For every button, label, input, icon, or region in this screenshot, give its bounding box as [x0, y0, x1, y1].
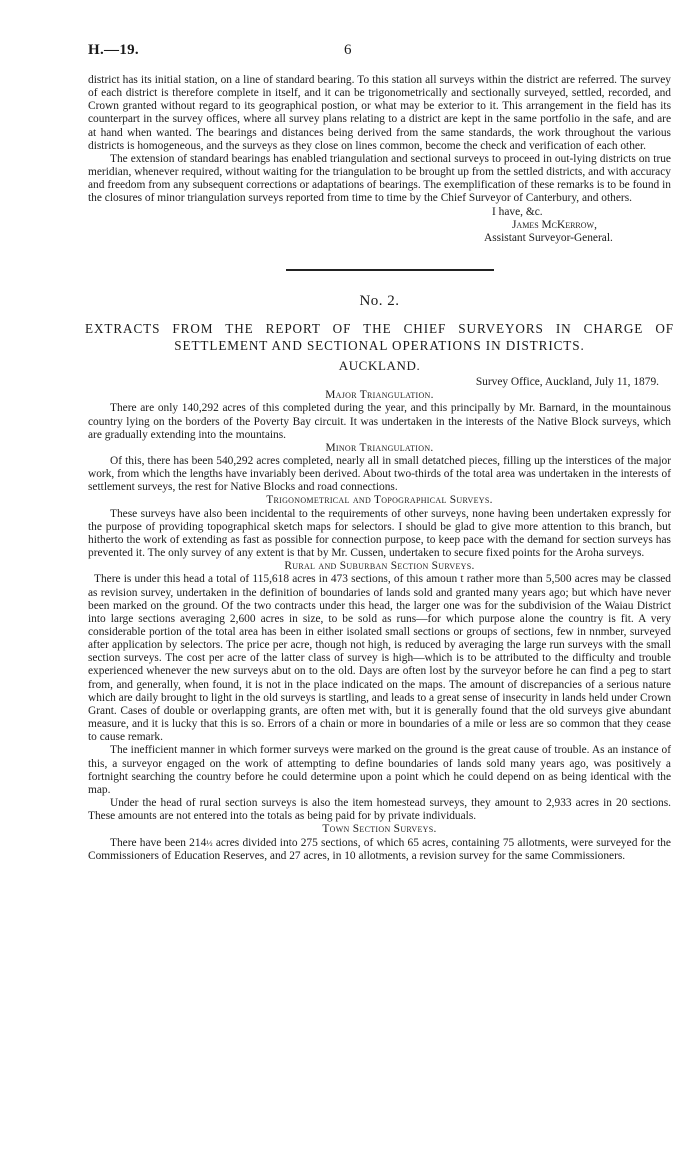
rural-suburban-paragraph-3: Under the head of rural section surveys is also the item homestead surveys, they amount to 2,933 acres in 20 sections. These amounts are not entered into the totals as being paid for by private individuals.	[88, 797, 671, 823]
intro-paragraph-2: The extension of standard bearings has enabled triangulation and sectional surveys to proceed in out-lying districts on true meridian, whenever required, without waiting for the triangulation to be brought up from the settled districts, and with accuracy and freedom from any subsequent corrections or adaptations of bearings. The exemplification of these remarks is to be found in the closures of minor triangulation surveys reported from time to time by the Chief Surveyor of Canterbury, and others.	[88, 152, 671, 205]
document-title-line-1: EXTRACTS FROM THE REPORT OF THE CHIEF SURVEYORS IN CHARGE OF	[85, 321, 674, 337]
heading-town-section-surveys: Town Section Surveys.	[322, 823, 437, 836]
document-title-line-2: SETTLEMENT AND SECTIONAL OPERATIONS IN DISTRICTS.	[174, 338, 585, 354]
minor-triangulation-paragraph: Of this, there has been 540,292 acres completed, nearly all in small detatched pieces, filling up the interstices of the major work, from which the lengths have invariably been derived. About two-thirds of the total area was undertaken in the interests of settlement surveys, the rest for Native Blocks and road connections.	[88, 454, 671, 494]
town-section-paragraph	[88, 837, 671, 863]
heading-major-triangulation: Major Triangulation.	[325, 389, 434, 402]
trig-topo-paragraph: These surveys have also been incidental to the requirements of other surveys, none having been undertaken expressly for the purpose of providing topographical sketch maps for selectors. I should be glad to give more attention to this branch, but hitherto the work of extending as fast as possible for connection purpose, to keep pace with the demand for section surveys has prevented it. The only survey of any extent is that by Mr. Cussen, undertaken to secure fixed points for the Aroha surveys.	[88, 507, 671, 560]
document-page	[85, 42, 674, 863]
town-text-start: There have been 214	[110, 836, 207, 849]
town-text-rest: acres divided into 275 sections, of which 65 acres, containing 75 allotments, were surveyed for the Commissioners of Education Reserves, and 27 acres, in 10 allotments, a revision survey for the same Commissioners.	[88, 836, 671, 862]
heading-trig-topo-surveys: Trigonometrical and Topographical Surveys.	[266, 494, 493, 507]
page-header	[88, 42, 671, 74]
fraction-half: ½	[206, 837, 213, 848]
heading-rural-suburban-surveys: Rural and Suburban Section Surveys.	[284, 560, 475, 573]
report-code: H.—19.	[88, 42, 139, 58]
page-number: 6	[344, 42, 352, 58]
signatory-name: James McKerrow,	[512, 218, 597, 231]
section-divider	[286, 269, 494, 271]
dateline: Survey Office, Auckland, July 11, 1879.	[475, 376, 659, 389]
signatory-title: Assistant Surveyor-General.	[484, 231, 613, 244]
closing-salutation: I have, &c.	[492, 205, 543, 218]
intro-paragraph-1: district has its initial station, on a line of standard bearing. To this station all surveys within the district are referred. The survey of each district is therefore complete in itself, and it can be trigonometrically and sectionally surveyed, settled, recorded, and Crown granted without regard to its geographical postion, or what may be exterior to it. This arrangement in the field has its counterpart in the survey offices, where all survey plans relating to a district are kept in the same portfolio in the safe, and are at hand when wanted. The bearings and distances being derived from the same standards, the work throughout the various districts is homogeneous, and the surveys as they close on lines common, become the check and verification of each other.	[88, 74, 671, 152]
major-triangulation-paragraph: There are only 140,292 acres of this completed during the year, and this principally by Mr. Barnard, in the mountainous country lying on the borders of the Poverty Bay circuit. It was undertaken in the interests of the Native Block surveys, which are gradually extending into the mountains.	[88, 402, 671, 441]
region-heading: AUCKLAND.	[338, 358, 421, 374]
rural-suburban-paragraph-1: There is under this head a total of 115,618 acres in 473 sections, of this amoun t rather more than 5,500 acres may be classed as revision survey, undertaken in the definition of boundaries of lands sold and granted many years ago; but which have never been marked on the ground. Of the two contracts under this head, the larger one was for the subdivision of the Waiau District into large sections averaging 2,600 acres in size, to be sold as runs—for which purpose alone the country is fit. A very considerable portion of the total area has been in either isolated small sections or groups of sections, few in nnmber, surveyed after application by selectors. The price per acre, though not high, is reduced by averaging the large run surveys with the small section surveys. The cost per acre of the latter class of survey is high—which is to be attributed to the difficulty and trouble experienced whenever the new surveys abut on to the old. Days are often lost by the surveyor before he can find a peg to start from, and generally, when found, it is not in the place indicated on the maps. The amount of discrepancies of a serious nature which are daily brought to light in the old surveys is startling, and leads to a great sense of insecurity in lands held under Crown Grant. Cases of double or overlapping grants, are often met with, but it is generally found that the old surveys give abundant measure, and it is lucky that this is so. Errors of a chain or more in boundaries of a mile or less are so common that they cease to cause remark.	[88, 573, 672, 744]
rural-suburban-paragraph-2: The inefficient manner in which former surveys were marked on the ground is the great cause of trouble. As an instance of this, a surveyor engaged on the work of attempting to define boundaries of lands sold many years ago, was positively a fortnight searching the country before he could determine upon a point which he could depend on as being identical with the map.	[88, 744, 671, 796]
document-number: No. 2.	[359, 293, 400, 310]
heading-minor-triangulation: Minor Triangulation.	[325, 441, 434, 454]
